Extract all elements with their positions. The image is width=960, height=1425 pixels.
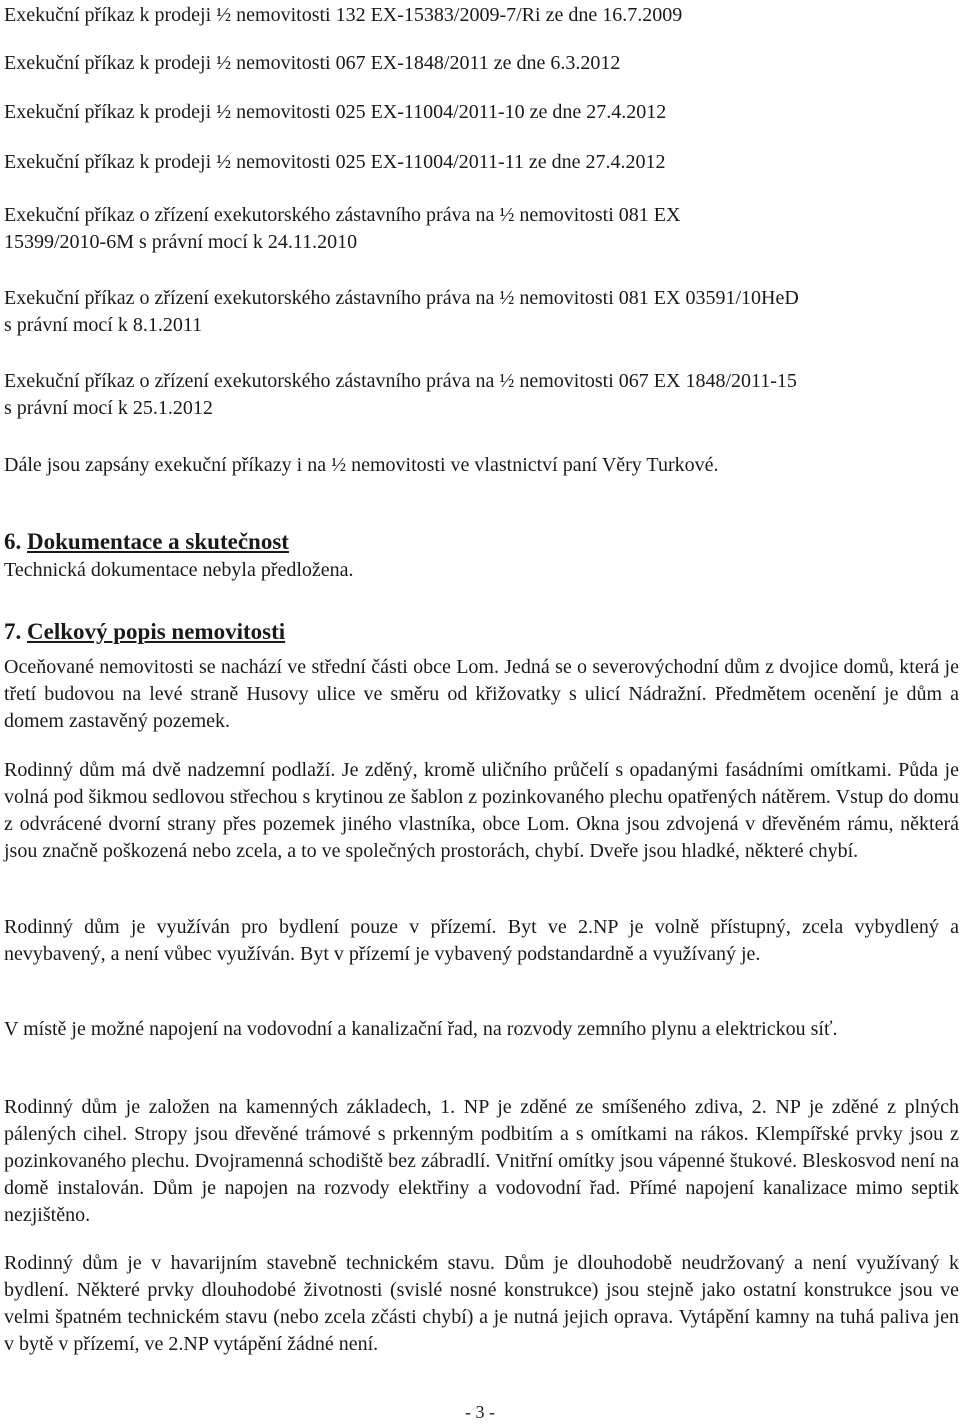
section-number: 6. <box>4 529 22 554</box>
paragraph: V místě je možné napojení na vodovodní a kanalizační řad, na rozvody zemního plynu a elektrickou síť. <box>4 1018 838 1040</box>
lien-line: Exekuční příkaz o zřízení exekutorského zástavního práva na ½ nemovitosti 081 EX <box>4 204 681 226</box>
paragraph: Rodinný dům je v havarijním stavebně technickém stavu. Dům je dlouhodobě neudržovaný a není využívaný k bydlení. Některé prvky dlouhodobé životnosti (svislé nosné konstrukce) jsou stejně jako ostatní konstrukce jsou ve velmi špatném technickém stavu (nebo zcela zčásti chybí) a je nutná jejich oprava. Vytápění kamny na tuhá paliva jen v bytě v přízemí, ve 2.NP vytápění žádné není. <box>4 1252 959 1355</box>
section-7 <box>4 618 959 646</box>
orders-note: Dále jsou zapsány exekuční příkazy i na ½ nemovitosti ve vlastnictví paní Věry Turkové. <box>4 454 719 476</box>
lien-line: s právní mocí k 25.1.2012 <box>4 397 213 419</box>
lien-line: Exekuční příkaz o zřízení exekutorského zástavního práva na ½ nemovitosti 067 EX 1848/2011-15 <box>4 370 797 392</box>
section-number: 7. <box>4 619 22 644</box>
order-line: Exekuční příkaz k prodeji ½ nemovitosti 025 EX-11004/2011-11 ze dne 27.4.2012 <box>4 151 666 173</box>
lien-line: 15399/2010-6M s právní mocí k 24.11.2010 <box>4 231 358 253</box>
lien-line: Exekuční příkaz o zřízení exekutorského zástavního práva na ½ nemovitosti 081 EX 03591/10HeD <box>4 287 799 309</box>
paragraph: Rodinný dům je využíván pro bydlení pouze v přízemí. Byt ve 2.NP je volně přístupný, zcela vybydlený a nevybavený, a není vůbec využíván. Byt v přízemí je vybavený podstandardně a využívaný je. <box>4 916 959 965</box>
order-line: Exekuční příkaz k prodeji ½ nemovitosti 025 EX-11004/2011-10 ze dne 27.4.2012 <box>4 101 667 123</box>
lien-entry <box>4 202 959 256</box>
lien-entry <box>4 285 959 339</box>
section-title: Celkový popis nemovitosti <box>27 619 286 644</box>
section-6 <box>4 528 959 584</box>
page-number: - 3 - <box>465 1402 495 1422</box>
order-line: Exekuční příkaz k prodeji ½ nemovitosti 132 EX-15383/2009-7/Ri ze dne 16.7.2009 <box>4 4 683 26</box>
section-heading <box>4 618 959 646</box>
section-text: Technická dokumentace nebyla předložena. <box>4 559 354 581</box>
paragraph: Oceňované nemovitosti se nachází ve střední části obce Lom. Jedná se o severovýchodní dům z dvojice domů, která je třetí budovou na levé straně Husovy ulice ve směru od křižovatky s ulicí Nádražní. Předmětem ocenění je dům a domem zastavěný pozemek. <box>4 656 959 732</box>
lien-line: s právní mocí k 8.1.2011 <box>4 314 203 336</box>
section-title: Dokumentace a skutečnost <box>27 529 289 554</box>
paragraph: Rodinný dům má dvě nadzemní podlaží. Je zděný, kromě uličního průčelí s opadanými fasádními omítkami. Půda je volná pod šikmou sedlovou střechou s krytinou ze šablon z pozinkovaného plechu opatřených nátěrem. Vstup do domu z odvrácené dvorní strany přes pozemek jiného vlastníka, obce Lom. Okna jsou zdvojená v dřevěném rámu, některá jsou značně poškozená nebo zcela, a to ve společných prostorách, chybí. Dveře jsou hladké, některé chybí. <box>4 759 959 862</box>
section-heading <box>4 528 959 556</box>
paragraph: Rodinný dům je založen na kamenných základech, 1. NP je zděné ze smíšeného zdiva, 2. NP je zděné z plných pálených cihel. Stropy jsou dřevěné trámové s prkenným podbitím a s omítkami na rákos. Klempířské prvky jsou z pozinkovaného plechu. Dvojramenná schodiště bez zábradlí. Vnitřní omítky jsou vápenné štukové. Bleskosvod není na domě instalován. Dům je napojen na rozvody elektřiny a vodovodní řad. Přímé napojení kanalizace mimo septik nezjištěno. <box>4 1096 959 1226</box>
order-line: Exekuční příkaz k prodeji ½ nemovitosti 067 EX-1848/2011 ze dne 6.3.2012 <box>4 52 621 74</box>
lien-entry <box>4 368 959 422</box>
